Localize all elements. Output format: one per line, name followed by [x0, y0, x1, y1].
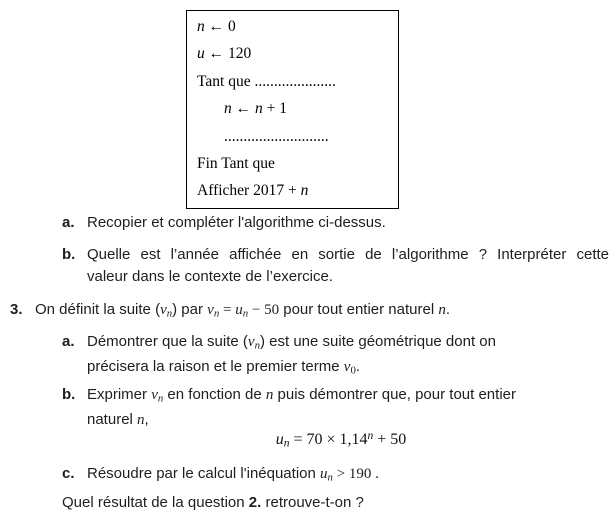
algo-line-increment: n ← n + 1	[224, 100, 287, 118]
question-3-label: 3.	[10, 301, 23, 318]
question-2a-label: a.	[62, 214, 75, 231]
text-line: Recopier et compléter l'algorithme ci-dessus.	[87, 214, 386, 231]
text-line: naturel n,	[87, 411, 149, 429]
closing-question-text	[62, 492, 602, 514]
text-line: Résoudre par le calcul l'inéquation $u_n > 190$ .	[87, 465, 379, 484]
text-line: précisera la raison et le premier terme $v_0$.	[87, 358, 361, 377]
algo-line-end-while: Fin Tant que	[197, 155, 275, 173]
text-line: On définit la suite $(v_n)$ par $v_n = u_n - 50$ pour tout entier naturel n.	[35, 301, 451, 320]
question-3c-label: c.	[62, 465, 75, 482]
question-3a-label: a.	[62, 333, 75, 350]
algo-line-display: Afficher 2017 + n	[197, 182, 309, 200]
question-3b-label: b.	[62, 386, 76, 403]
algo-line-init-u: u ← 120	[197, 45, 252, 63]
algo-line-init-n: n ← 0	[197, 18, 236, 35]
question-2b-label: b.	[62, 246, 76, 263]
question-3a-text	[87, 331, 609, 382]
question-2b-text	[87, 244, 609, 288]
algo-line-while: Tant que .....................	[197, 72, 336, 90]
formula-un: $u_n = 70 \times 1,14^n + 50$	[275, 430, 407, 450]
text-line: Quelle est l’année affichée en sortie de l’algorithme ? Interpréter cette	[87, 246, 609, 263]
algo-line-dotted: ...........................	[224, 127, 329, 145]
question-3-text	[35, 299, 609, 324]
question-3c-text	[87, 463, 609, 488]
question-2a-text	[87, 212, 609, 234]
text-line: Exprimer $v_n$ en fonction de n puis démontrer que, pour tout entier	[87, 386, 516, 405]
text-line: valeur dans le contexte de l’exercice.	[87, 268, 333, 285]
algorithm-box	[186, 10, 399, 209]
text-line: Démontrer que la suite $(v_n)$ est une suite géométrique dont on	[87, 333, 496, 352]
text-line: Quel résultat de la question 2. retrouve-t-on ?	[62, 494, 364, 511]
